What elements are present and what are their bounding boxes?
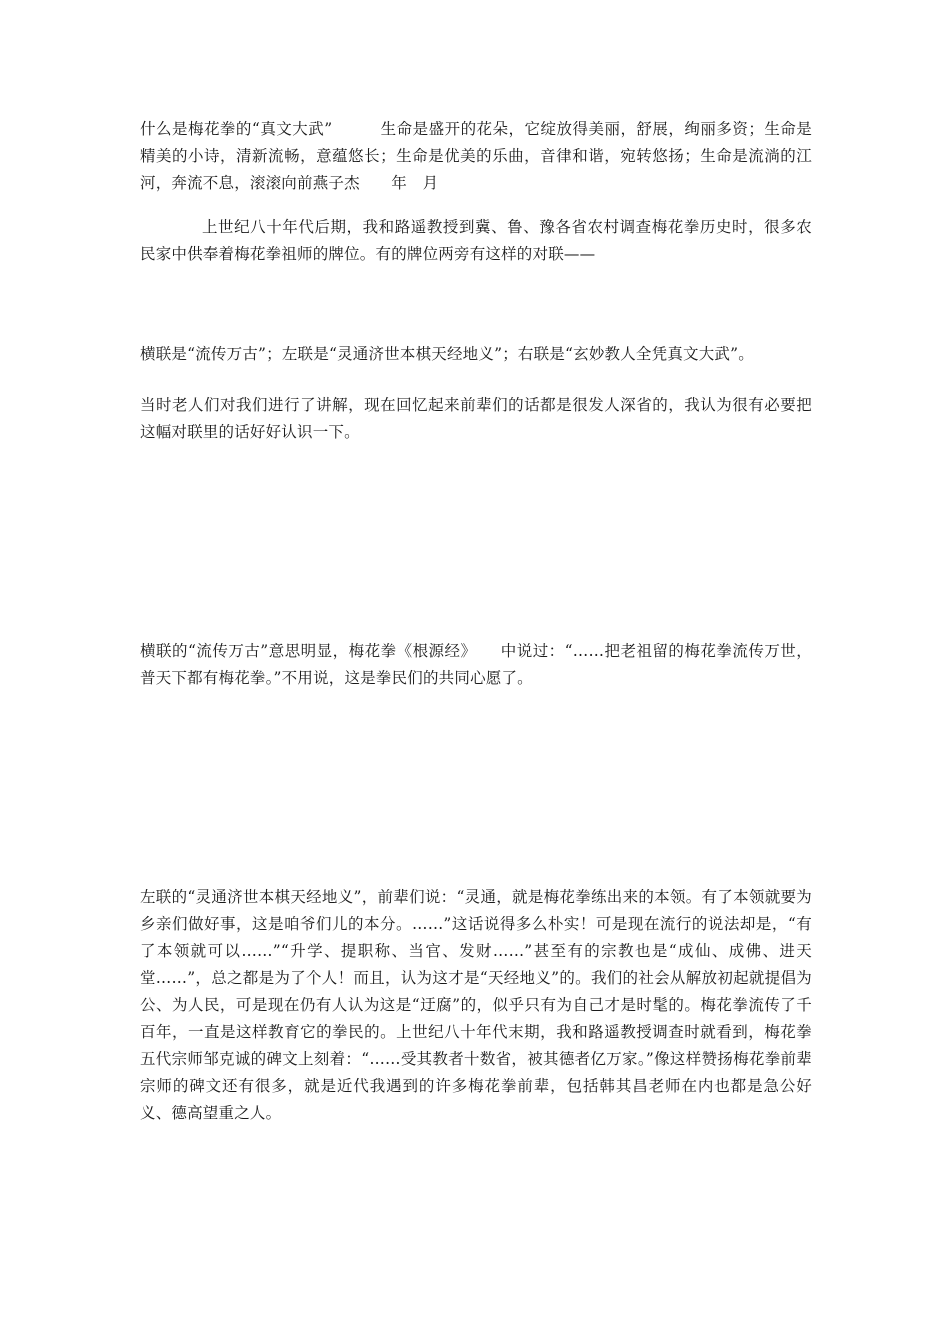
investigation-paragraph: 上世纪八十年代后期，我和路遥教授到冀、鲁、豫各省农村调查梅花拳历史时，很多农民家中供奉着梅花拳祖师的牌位。有的牌位两旁有这样的对联—— — [140, 218, 812, 263]
couplet-paragraph: 横联是“流传万古”；左联是“灵通济世本棋天经地义”；右联是“玄妙教人全凭真文大武”。 — [140, 345, 754, 363]
left-couplet-paragraph: 左联的“灵通济世本棋天经地义”，前辈们说：“灵通，就是梅花拳练出来的本领。有了本领就要为乡亲们做好事，这是咱爷们儿的本分。……”这话说得多么朴实！可是现在流行的说法却是，“有了本领就可以……”“升学、提职称、当官、发财……”甚至有的宗教也是“成仙、成佛、进天堂……”，总之都是为了个人！而且，认为这才是“天经地义”的。我们的社会从解放初起就提倡为公、为人民，可是现在仍有人认为这是“迂腐”的，似乎只有为自己才是时髦的。梅花拳流传了千百年，一直是这样教育它的拳民的。上世纪八十年代末期，我和路遥教授调查时就看到，梅花拳五代宗师邹克诚的碑文上刻着：“……受其教者十数省，被其德者亿万家。”像这样赞扬梅花拳前辈宗师的碑文还有很多，就是近代我遇到的许多梅花拳前辈，包括韩其昌老师在内也都是急公好义、德高望重之人。 — [140, 888, 812, 1122]
intro-paragraph: 什么是梅花拳的“真文大武” 生命是盛开的花朵，它绽放得美丽，舒展，绚丽多资；生命是精美的小诗，清新流畅，意蕴悠长；生命是优美的乐曲，音律和谐，宛转悠扬；生命是流淌的江河，奔流不息，滚滚向前燕子杰 年 月 — [140, 120, 812, 192]
explanation-paragraph: 当时老人们对我们进行了讲解，现在回忆起来前辈们的话都是很发人深省的，我认为很有必要把这幅对联里的话好好认识一下。 — [140, 396, 812, 441]
horizontal-couplet-paragraph: 横联的“流传万古”意思明显，梅花拳《根源经》 中说过：“……把老祖留的梅花拳流传万世，普天下都有梅花拳。”不用说，这是拳民们的共同心愿了。 — [140, 642, 812, 687]
